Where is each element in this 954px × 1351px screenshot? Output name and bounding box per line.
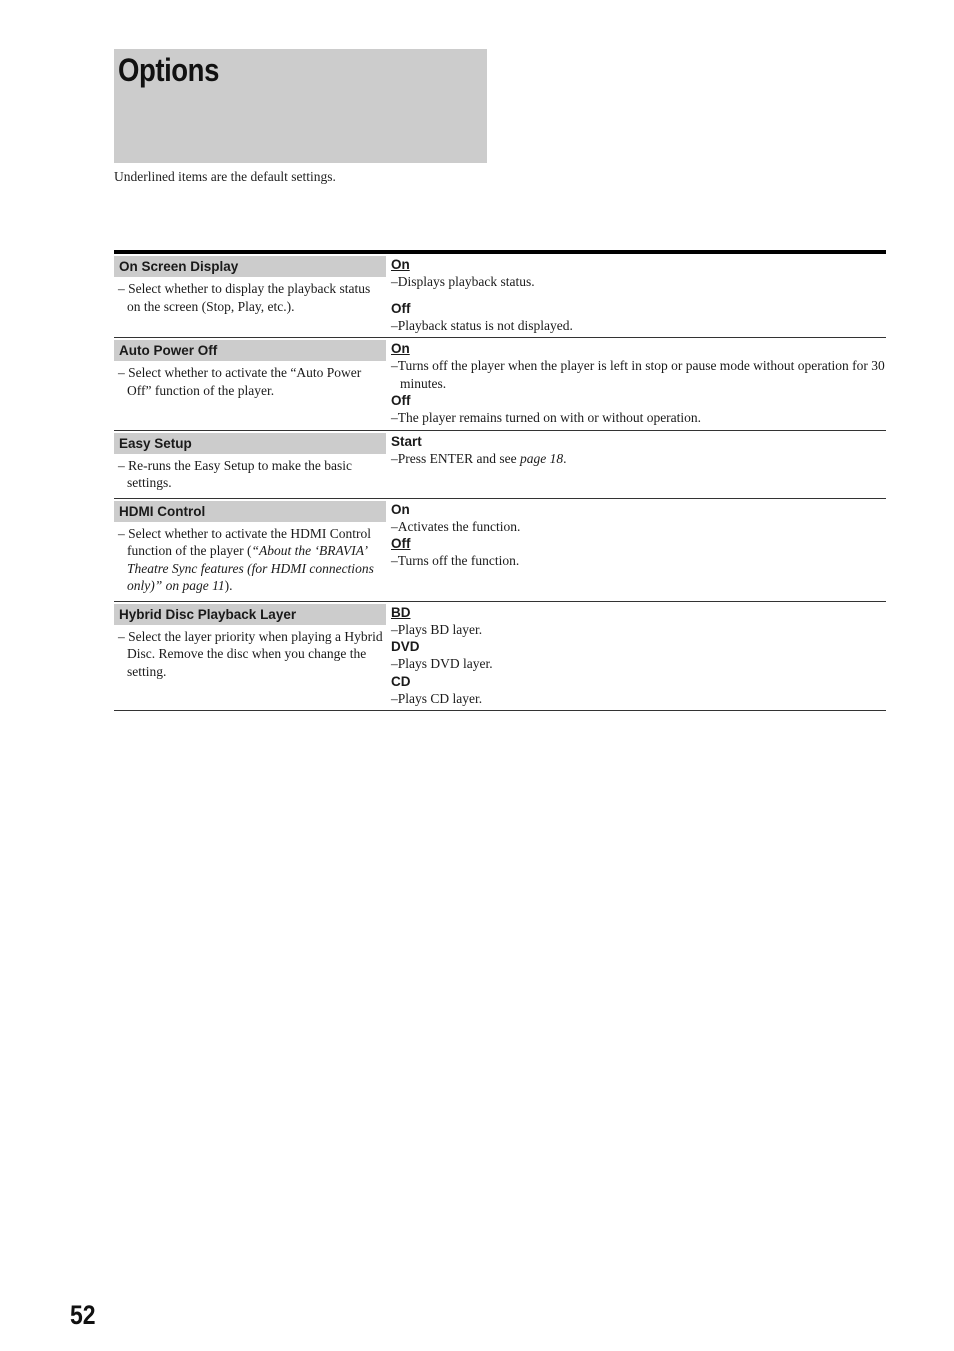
page-reference: “About the ‘BRAVIA’ Theatre Sync features (for HDMI connections only)” on page 11: [127, 543, 374, 593]
setting-description: – Select the layer priority when playing a Hybrid Disc. Remove the disc when you change the setting.: [118, 628, 383, 679]
setting-cell: [114, 602, 386, 711]
options-cell: [386, 254, 886, 337]
title-box: [114, 49, 487, 163]
page-reference: page 18: [519, 450, 564, 466]
option-description: –Displays playback status.: [391, 274, 535, 289]
settings-table: [114, 250, 886, 711]
option-description: –Playback status is not displayed.: [391, 317, 573, 333]
options-cell: [386, 602, 886, 711]
table-row: [114, 254, 886, 338]
options-cell: [386, 338, 886, 430]
setting-name: Hybrid Disc Playback Layer: [114, 604, 386, 625]
table-row: [114, 602, 886, 712]
setting-cell: [114, 499, 386, 601]
option-description: –Activates the function.: [391, 518, 521, 534]
option-label: Start: [391, 433, 422, 449]
option-description: –The player remains turned on with or without operation.: [391, 410, 702, 425]
option-label: CD: [391, 673, 411, 689]
options-cell: [386, 499, 886, 601]
option-label: Off: [391, 300, 411, 316]
option-description: –Turns off the player when the player is left in stop or pause mode without operation for 30 minutes.: [391, 358, 885, 391]
option-label: On: [391, 341, 410, 356]
default-settings-note: Underlined items are the default settings.: [114, 169, 336, 184]
page-number: 52: [70, 1300, 96, 1330]
setting-name: On Screen Display: [114, 256, 386, 277]
option-label: DVD: [391, 639, 420, 654]
option-label: On: [391, 501, 410, 517]
option-label: Off: [391, 393, 411, 408]
setting-name: HDMI Control: [114, 501, 386, 522]
setting-description: – Select whether to activate the “Auto Power Off” function of the player.: [118, 365, 362, 398]
table-row: [114, 338, 886, 431]
setting-description: – Select whether to activate the HDMI Control function of the player (“About the ‘BRAVIA’ Theatre Sync features (for HDMI connections only)” on page 11).: [118, 525, 374, 593]
option-description: –Plays CD layer.: [391, 690, 483, 706]
option-description: –Plays DVD layer.: [391, 656, 493, 671]
page-title: Options: [118, 52, 219, 88]
setting-name: Easy Setup: [114, 433, 386, 454]
setting-description: – Re-runs the Easy Setup to make the basic settings.: [118, 457, 352, 490]
setting-cell: [114, 431, 386, 498]
option-label: Off: [391, 536, 411, 551]
setting-name: Auto Power Off: [114, 340, 386, 361]
option-label: On: [391, 257, 410, 272]
table-row: [114, 431, 886, 499]
setting-cell: [114, 254, 386, 337]
options-cell: [386, 431, 886, 498]
option-description: –Press ENTER and see page 18.: [391, 450, 567, 466]
option-description: –Turns off the function.: [391, 553, 520, 568]
setting-description: – Select whether to display the playback status on the screen (Stop, Play, etc.).: [118, 281, 371, 314]
table-row: [114, 499, 886, 602]
option-description: –Plays BD layer.: [391, 621, 483, 637]
option-label: BD: [391, 604, 411, 620]
setting-cell: [114, 338, 386, 430]
